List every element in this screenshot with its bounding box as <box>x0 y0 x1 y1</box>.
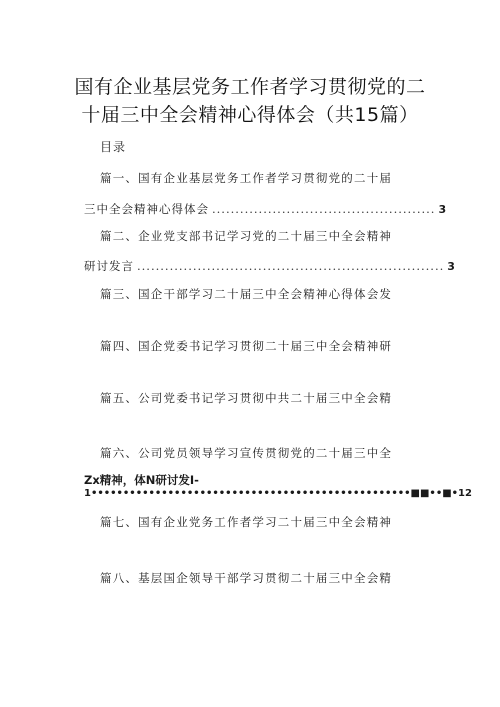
toc-entry-2-text: 研讨发言 <box>84 259 134 273</box>
toc-entry-1-text: 三中全会精神心得体会 <box>84 202 209 216</box>
toc-page-number: 3 <box>438 203 448 216</box>
toc-entry-6-continuation: Zx精神，体N研讨发I- <box>84 473 199 487</box>
toc-entry-1-continuation[interactable] <box>84 201 448 217</box>
toc-entry-2-continuation[interactable] <box>84 258 456 274</box>
toc-page-number: 3 <box>447 260 456 273</box>
toc-entry-3[interactable]: 篇三、国企干部学习二十届三中全会精神心得体会发 <box>100 287 393 301</box>
toc-leader-dots: ................................................ <box>212 202 436 216</box>
toc-entry-7[interactable]: 篇七、国有企业党务工作者学习二十届三中全会精神 <box>100 515 393 529</box>
toc-entry-6[interactable]: 篇六、公司党员领导学习宣传贯彻党的二十届三中全 <box>100 446 393 460</box>
toc-entry-5[interactable]: 篇五、公司党委书记学习贯彻中共二十届三中全会精 <box>100 391 393 405</box>
toc-entry-8[interactable]: 篇八、基层国企领导干部学习贯彻二十届三中全会精 <box>100 571 393 585</box>
toc-heading: 目录 <box>100 140 127 154</box>
toc-leader-dots: .................................................................. <box>137 259 445 273</box>
toc-entry-1[interactable]: 篇一、国有企业基层党务工作者学习贯彻党的二十届 <box>100 171 393 185</box>
document-title-line2: 十届三中全会精神心得体会（共15篇） <box>81 104 419 126</box>
toc-entry-4[interactable]: 篇四、国企党委书记学习贯彻二十届三中全会精神研 <box>100 339 393 353</box>
toc-entry-2[interactable]: 篇二、企业党支部书记学习党的二十届三中全会精神 <box>100 229 393 243</box>
document-title-line1: 国有企业基层党务工作者学习贯彻党的二 <box>74 76 426 98</box>
toc-entry-6-leader: 1••••••••••••••••••••••••••••••••••••••••••••••••••■■••■•12 <box>84 488 472 499</box>
